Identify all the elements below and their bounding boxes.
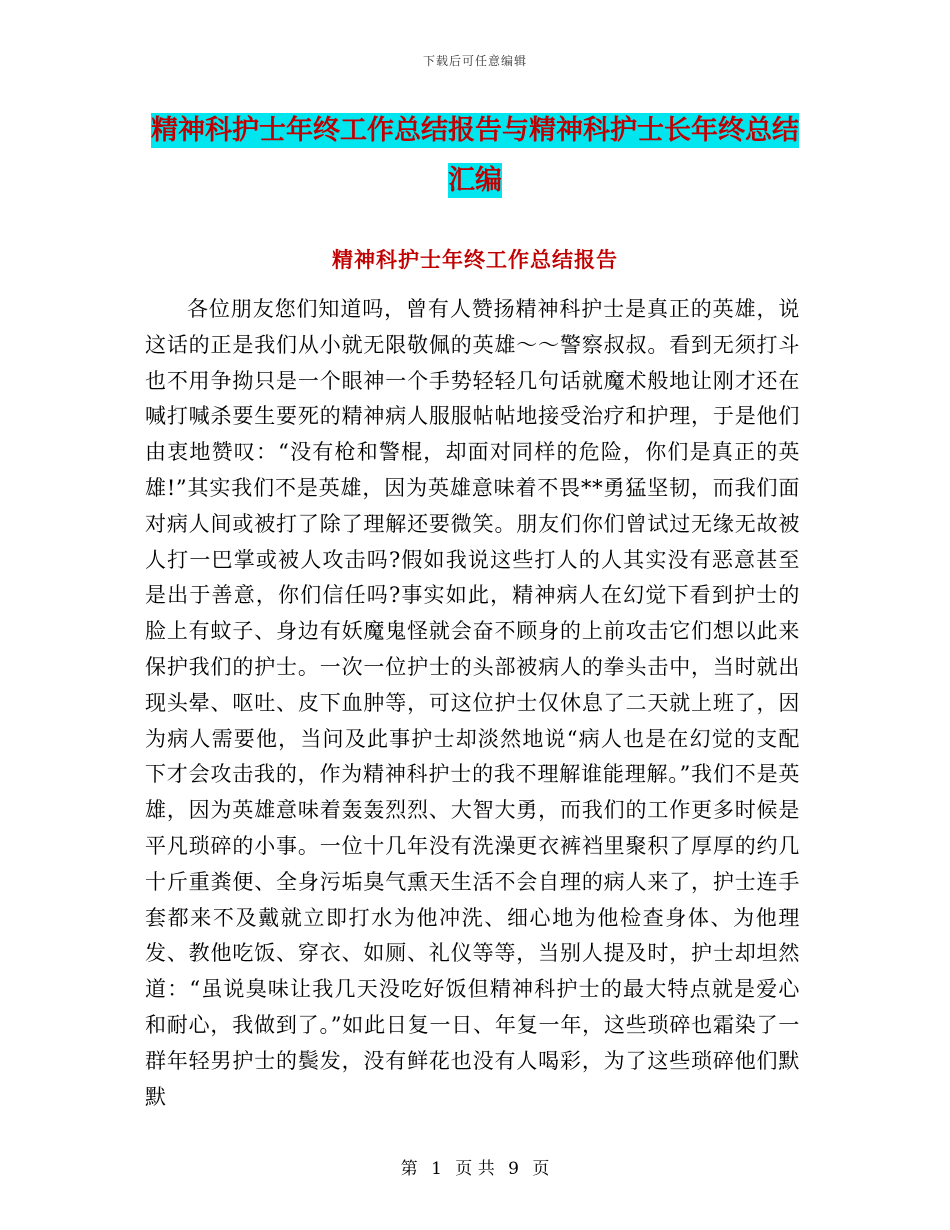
footer-current-page: 1 (431, 1159, 442, 1179)
body-paragraph: 各位朋友您们知道吗，曾有人赞扬精神科护士是真正的英雄，说这话的正是我们从小就无限敬佩的英雄～～警察叔叔。看到无须打斗也不用争拗只是一个眼神一个手势轻轻几句话就魔术般地让刚才还在喊打喊杀要生要死的精神病人服服帖帖地接受治疗和护理，于是他们由衷地赞叹：“没有枪和警棍，却面对同样的危险，你们是真正的英雄!”其实我们不是英雄，因为英雄意味着不畏**勇猛坚韧，而我们面对病人间或被打了除了理解还要微笑。朋友们你们曾试过无缘无故被人打一巴掌或被人攻击吗?假如我说这些打人的人其实没有恶意甚至是出于善意，你们信任吗?事实如此，精神病人在幻觉下看到护士的脸上有蚊子、身边有妖魔鬼怪就会奋不顾身的上前攻击它们想以此来保护我们的护士。一次一位护士的头部被病人的拳头击中，当时就出现头晕、呕吐、皮下血肿等，可这位护士仅休息了二天就上班了，因为病人需要他，当问及此事护士却淡然地说“病人也是在幻觉的支配下才会攻击我的，作为精神科护士的我不理解谁能理解。”我们不是英雄，因为英雄意味着轰轰烈烈、大智大勇，而我们的工作更多时候是平凡琐碎的小事。一位十几年没有洗澡更衣裤裆里聚积了厚厚的约几十斤重粪便、全身污垢臭气熏天生活不会自理的病人来了，护士连手套都来不及戴就立即打水为他冲洗、细心地为他检查身体、为他理发、教他吃饭、穿衣、如厕、礼仪等等，当别人提及时，护士却坦然道：“虽说臭味让我几天没吃好饭但精神科护士的最大特点就是爱心和耐心，我做到了。”如此日复一日、年复一年，这些琐碎也霜染了一群年轻男护士的鬓发，没有鲜花也没有人喝彩，为了这些琐碎他们默默 (145, 297, 800, 1109)
section-title: 精神科护士年终工作总结报告 (332, 247, 618, 272)
footer-middle: 页 共 (455, 1159, 495, 1179)
footer-prefix: 第 (400, 1159, 418, 1179)
footer-suffix: 页 (532, 1159, 550, 1179)
document-title-text: 精神科护士年终工作总结报告与精神科护士长年终总结汇编 (151, 115, 799, 196)
page-footer (0, 1154, 950, 1179)
document-title (150, 106, 800, 206)
header-note: 下载后可任意编辑 (422, 54, 527, 68)
footer-total-pages: 9 (508, 1159, 519, 1179)
